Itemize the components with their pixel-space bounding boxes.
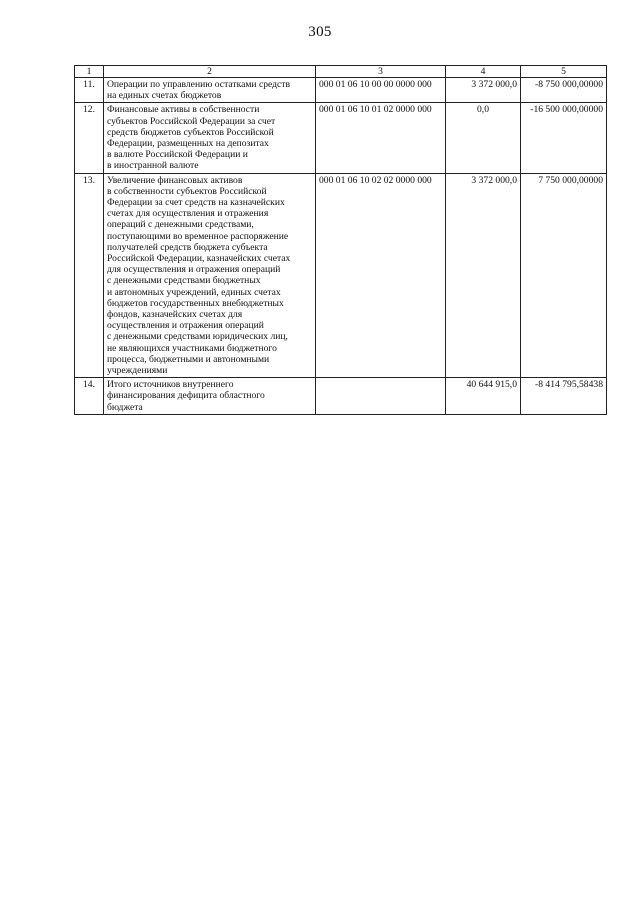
row-number: 14. (75, 378, 104, 415)
row-name-line: бюджетов государственных внебюджетных (107, 297, 284, 309)
row-amount-col4: 40 644 915,0 (446, 378, 521, 415)
row-name (104, 103, 316, 173)
column-header-2: 2 (104, 66, 316, 78)
row-name-line: бюджета (107, 401, 143, 413)
row-name-line: с денежными средствами бюджетных (107, 275, 261, 287)
row-amount-col4: 3 372 000,0 (446, 78, 521, 103)
row-budget-code: 000 01 06 10 01 02 0000 000 (316, 103, 446, 173)
row-name-line: не являющихся участниками бюджетного (107, 342, 277, 354)
column-header-3: 3 (316, 66, 446, 78)
row-name-line: Федерации, размещенных на депозитах (107, 138, 269, 150)
row-amount-col5: 7 750 000,00000 (521, 173, 607, 378)
column-header-1: 1 (75, 66, 104, 78)
row-name-line: финансирования дефицита областного (107, 390, 265, 402)
table-row (75, 78, 607, 103)
financing-sources-table (74, 65, 607, 415)
row-budget-code (316, 378, 446, 415)
table-row (75, 103, 607, 173)
row-number: 11. (75, 78, 104, 103)
header-row (75, 66, 607, 78)
row-name-line: Финансовые активы в собственности (107, 104, 260, 116)
row-name (104, 173, 316, 378)
column-header-4: 4 (446, 66, 521, 78)
row-budget-code: 000 01 06 10 02 02 0000 000 (316, 173, 446, 378)
row-amount-col4: 3 372 000,0 (446, 173, 521, 378)
table-body (75, 78, 607, 415)
row-name (104, 378, 316, 415)
row-name-line: поступающими во временное распоряжение (107, 230, 289, 242)
row-name-line: Итого источников внутреннего (107, 379, 234, 391)
row-name-line: в собственности субъектов Российской (107, 185, 267, 197)
row-name-line: и автономных учреждений, единых счетах (107, 286, 281, 298)
row-name-line: с денежными средствами юридических лиц, (107, 331, 288, 343)
table-header (75, 66, 607, 78)
row-name-line: Российской Федерации, казначейских счетах (107, 253, 291, 265)
row-name-line: Увеличение финансовых активов (107, 174, 243, 186)
row-name-line: в иностранной валюте (107, 160, 199, 172)
row-name-line: на единых счетах бюджетов (107, 90, 222, 102)
row-name-line: средств бюджетов субъектов Российской (107, 126, 274, 138)
row-name-line: Операции по управлению остатками средств (107, 79, 291, 90)
row-name-line: получателей средств бюджета субъекта (107, 241, 268, 253)
row-number: 12. (75, 103, 104, 173)
row-amount-col5: -8 750 000,00000 (521, 78, 607, 103)
table-row (75, 173, 607, 378)
row-name-line: учреждениями (107, 365, 168, 377)
row-name-line: счетах для осуществления и отражения (107, 208, 269, 220)
row-name-line: для осуществления и отражения операций (107, 264, 281, 276)
row-name-line: фондов, казначейских счетах для (107, 309, 243, 321)
row-amount-col5: -8 414 795,58438 (521, 378, 607, 415)
row-name-line: в валюте Российской Федерации и (107, 149, 248, 161)
table-row (75, 378, 607, 415)
row-amount-col5: -16 500 000,00000 (521, 103, 607, 173)
row-name-line: осуществления и отражения операций (107, 320, 264, 332)
row-number: 13. (75, 173, 104, 378)
row-name-line: операций с денежными средствами, (107, 219, 254, 231)
row-amount-col4: 0,0 (446, 103, 521, 173)
row-budget-code: 000 01 06 10 00 00 0000 000 (316, 78, 446, 103)
row-name-line: Федерации за счет средств на казначейских (107, 197, 285, 209)
row-name-line: субъектов Российской Федерации за счет (107, 115, 276, 127)
row-name (104, 78, 316, 103)
row-name-line: процесса, бюджетными и автономными (107, 353, 270, 365)
column-header-5: 5 (521, 66, 607, 78)
page-number: 305 (308, 24, 332, 40)
